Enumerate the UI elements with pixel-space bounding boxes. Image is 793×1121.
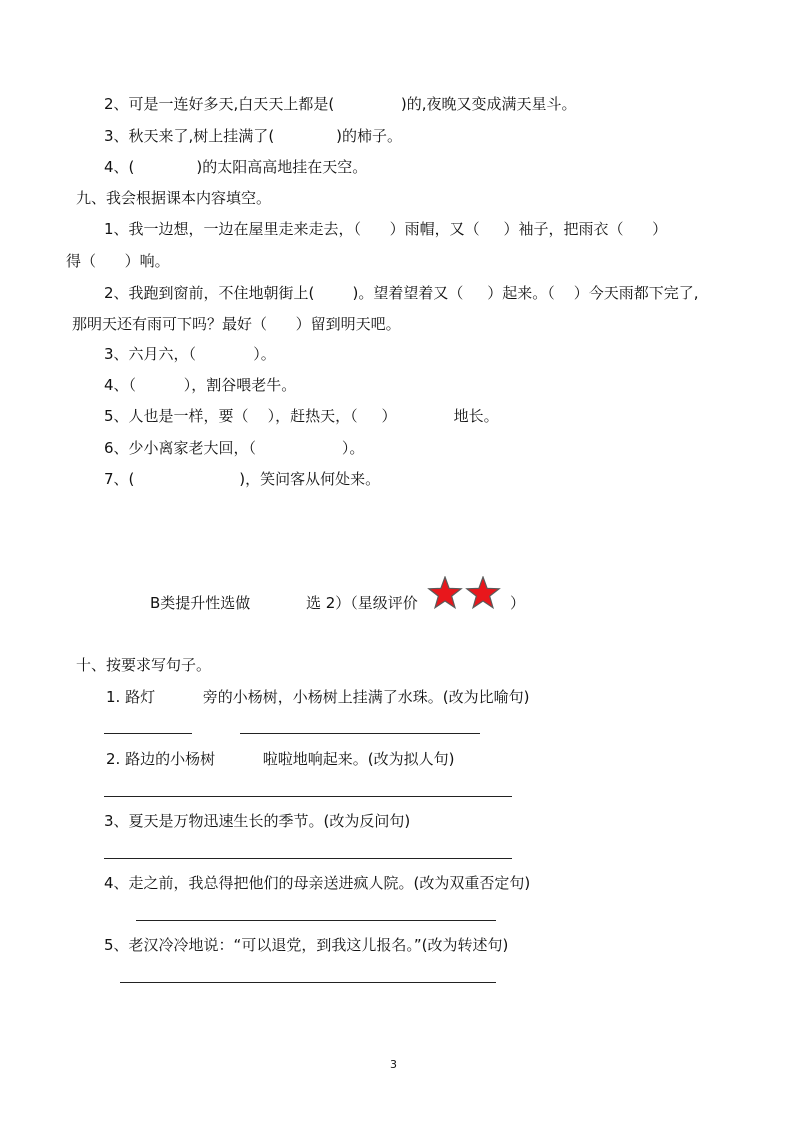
q10-title: 十、按要求写句子。 — [76, 656, 212, 674]
q9-item-7: 7、( )，笑问客从何处来。 — [104, 470, 381, 488]
q9-item-1-line-2: 得（ ）响。 — [66, 252, 170, 270]
q9-item-2-line-1: 2、我跑到窗前，不住地朝街上( )。望着望着又（ ）起来。（ ）今天雨都下完了, — [104, 284, 699, 302]
q9-item-4: 4、（ ），割谷喂老牛。 — [104, 376, 297, 394]
section-b-rating-label: 选 2）（星级评价 — [306, 594, 418, 612]
page-number: 3 — [390, 1058, 397, 1071]
answer-line-2[interactable] — [104, 796, 512, 797]
star-icon — [467, 577, 499, 608]
q10-item-5: 5、老汉冷冷地说：“可以退党，到我这儿报名。”(改为转述句) — [104, 936, 509, 954]
answer-line-4[interactable] — [136, 920, 496, 921]
q10-item-2: 2. 路边的小杨树 啦啦地响起来。(改为拟人句) — [106, 750, 455, 768]
q8-item-4: 4、( )的太阳高高地挂在天空。 — [104, 158, 368, 176]
q10-item-4: 4、走之前，我总得把他们的母亲送进疯人院。(改为双重否定句) — [104, 874, 531, 892]
answer-line-1a[interactable] — [104, 733, 192, 734]
answer-line-3[interactable] — [104, 858, 512, 859]
section-b-close-paren: ） — [510, 594, 526, 612]
q8-item-2: 2、可是一连好多天,白天天上都是( )的,夜晚又变成满天星斗。 — [104, 95, 577, 113]
q10-item-1: 1. 路灯 旁的小杨树，小杨树上挂满了水珠。(改为比喻句) — [106, 688, 530, 706]
star-icon — [429, 577, 461, 608]
q10-item-3: 3、夏天是万物迅速生长的季节。(改为反问句) — [104, 812, 411, 830]
q8-item-3: 3、秋天来了,树上挂满了( )的柿子。 — [104, 127, 403, 145]
section-b-label: B类提升性选做 — [150, 594, 251, 612]
q9-item-6: 6、少小离家老大回，（ ）。 — [104, 439, 365, 457]
answer-line-1b[interactable] — [240, 733, 480, 734]
answer-line-5[interactable] — [120, 982, 496, 983]
q9-title: 九、我会根据课本内容填空。 — [76, 189, 272, 207]
q9-item-3: 3、六月六，（ ）。 — [104, 345, 276, 363]
star-rating — [426, 576, 506, 610]
q9-item-1-line-1: 1、我一边想，一边在屋里走来走去，（ ）雨帽，又（ ）袖子，把雨衣（ ） — [104, 220, 668, 238]
q9-item-2-line-2: 那明天还有雨可下吗？最好（ ）留到明天吧。 — [72, 315, 401, 333]
q9-item-5: 5、人也是一样，要（ ），赶热天，（ ） 地长。 — [104, 407, 499, 425]
